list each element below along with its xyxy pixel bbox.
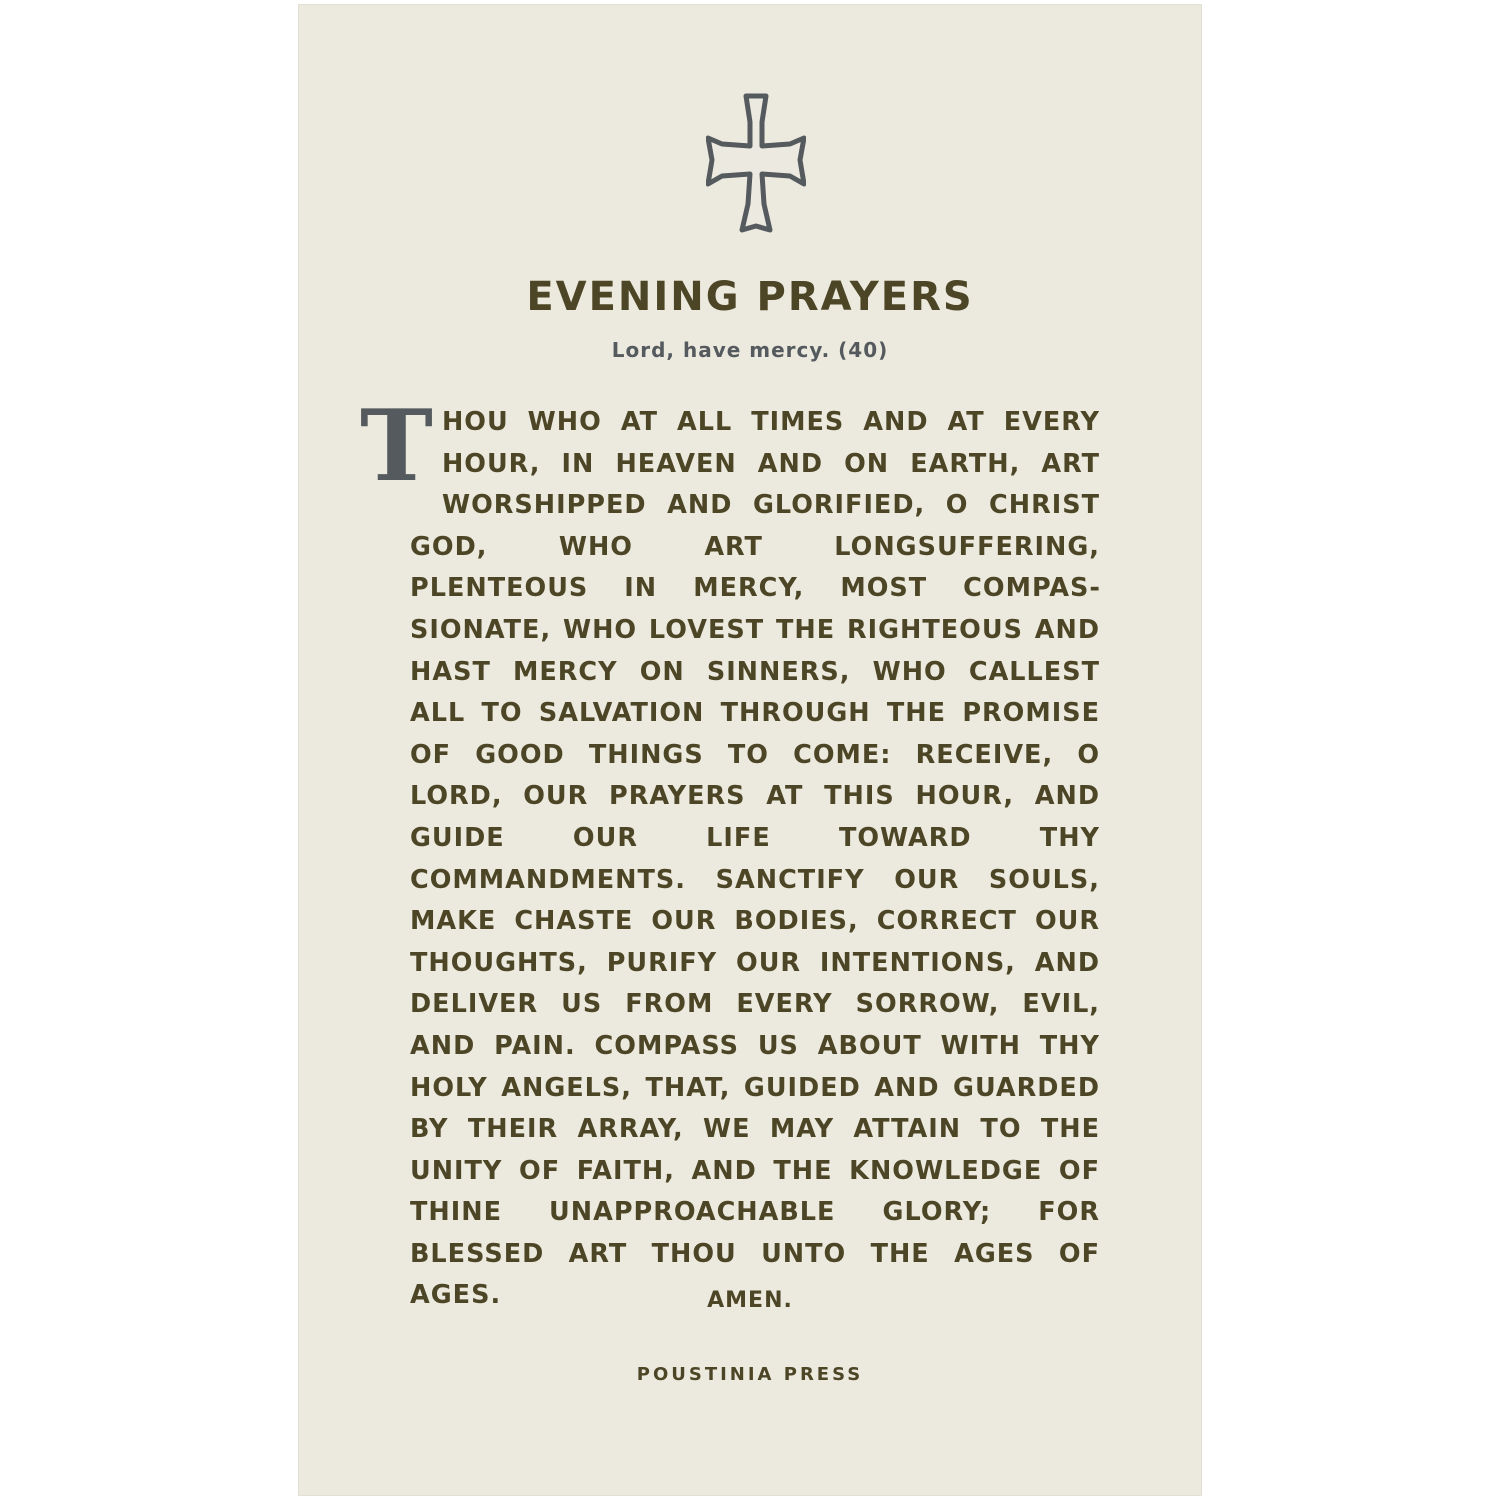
drop-cap: T [360,389,434,504]
amen-line: AMEN. [707,1288,793,1313]
prayer-text [360,389,1100,1317]
prayer-body: HOU WHO AT ALL TIMES AND AT EVERY HOUR, IN HEAVEN AND ON EARTH, ART WORSHIPPED AND GLORIFIED, O CHRIST GOD, WHO ART LONGSUFFERING, PLENTEOUS IN MERCY, MOST COMPASSIONATE, WHO LOVEST THE RIGHTEOUS AND HAST MERCY ON SINNERS, WHO CALLEST ALL TO SALVATION THROUGH THE PROMISE OF GOOD THINGS TO COME: RECEIVE, O LORD, OUR PRAYERS AT THIS HOUR, AND GUIDE OUR LIFE TOWARD THY COMMANDMENTS. SANCTIFY OUR SOULS, MAKE CHASTE OUR BODIES, CORRECT OUR THOUGHTS, PURIFY OUR INTENTIONS, AND DELIVER US FROM EVERY SORROW, EVIL, AND PAIN. COMPASS US ABOUT WITH THY HOLY ANGELS, THAT, GUIDED AND GUARDED BY THEIR ARRAY, WE MAY ATTAIN TO THE UNITY OF FAITH, AND THE KNOWLEDGE OF THINE UNAPPROACHABLE GLORY; FOR BLESSED ART THOU UNTO THE AGES OF AGES. [410,407,1100,1311]
card-title: EVENING PRAYERS [526,274,974,320]
prayer-card [298,4,1202,1496]
card-subtitle: Lord, have mercy. (40) [611,338,889,362]
publisher-imprint: POUSTINIA PRESS [636,1364,864,1385]
cross-icon [706,92,806,234]
